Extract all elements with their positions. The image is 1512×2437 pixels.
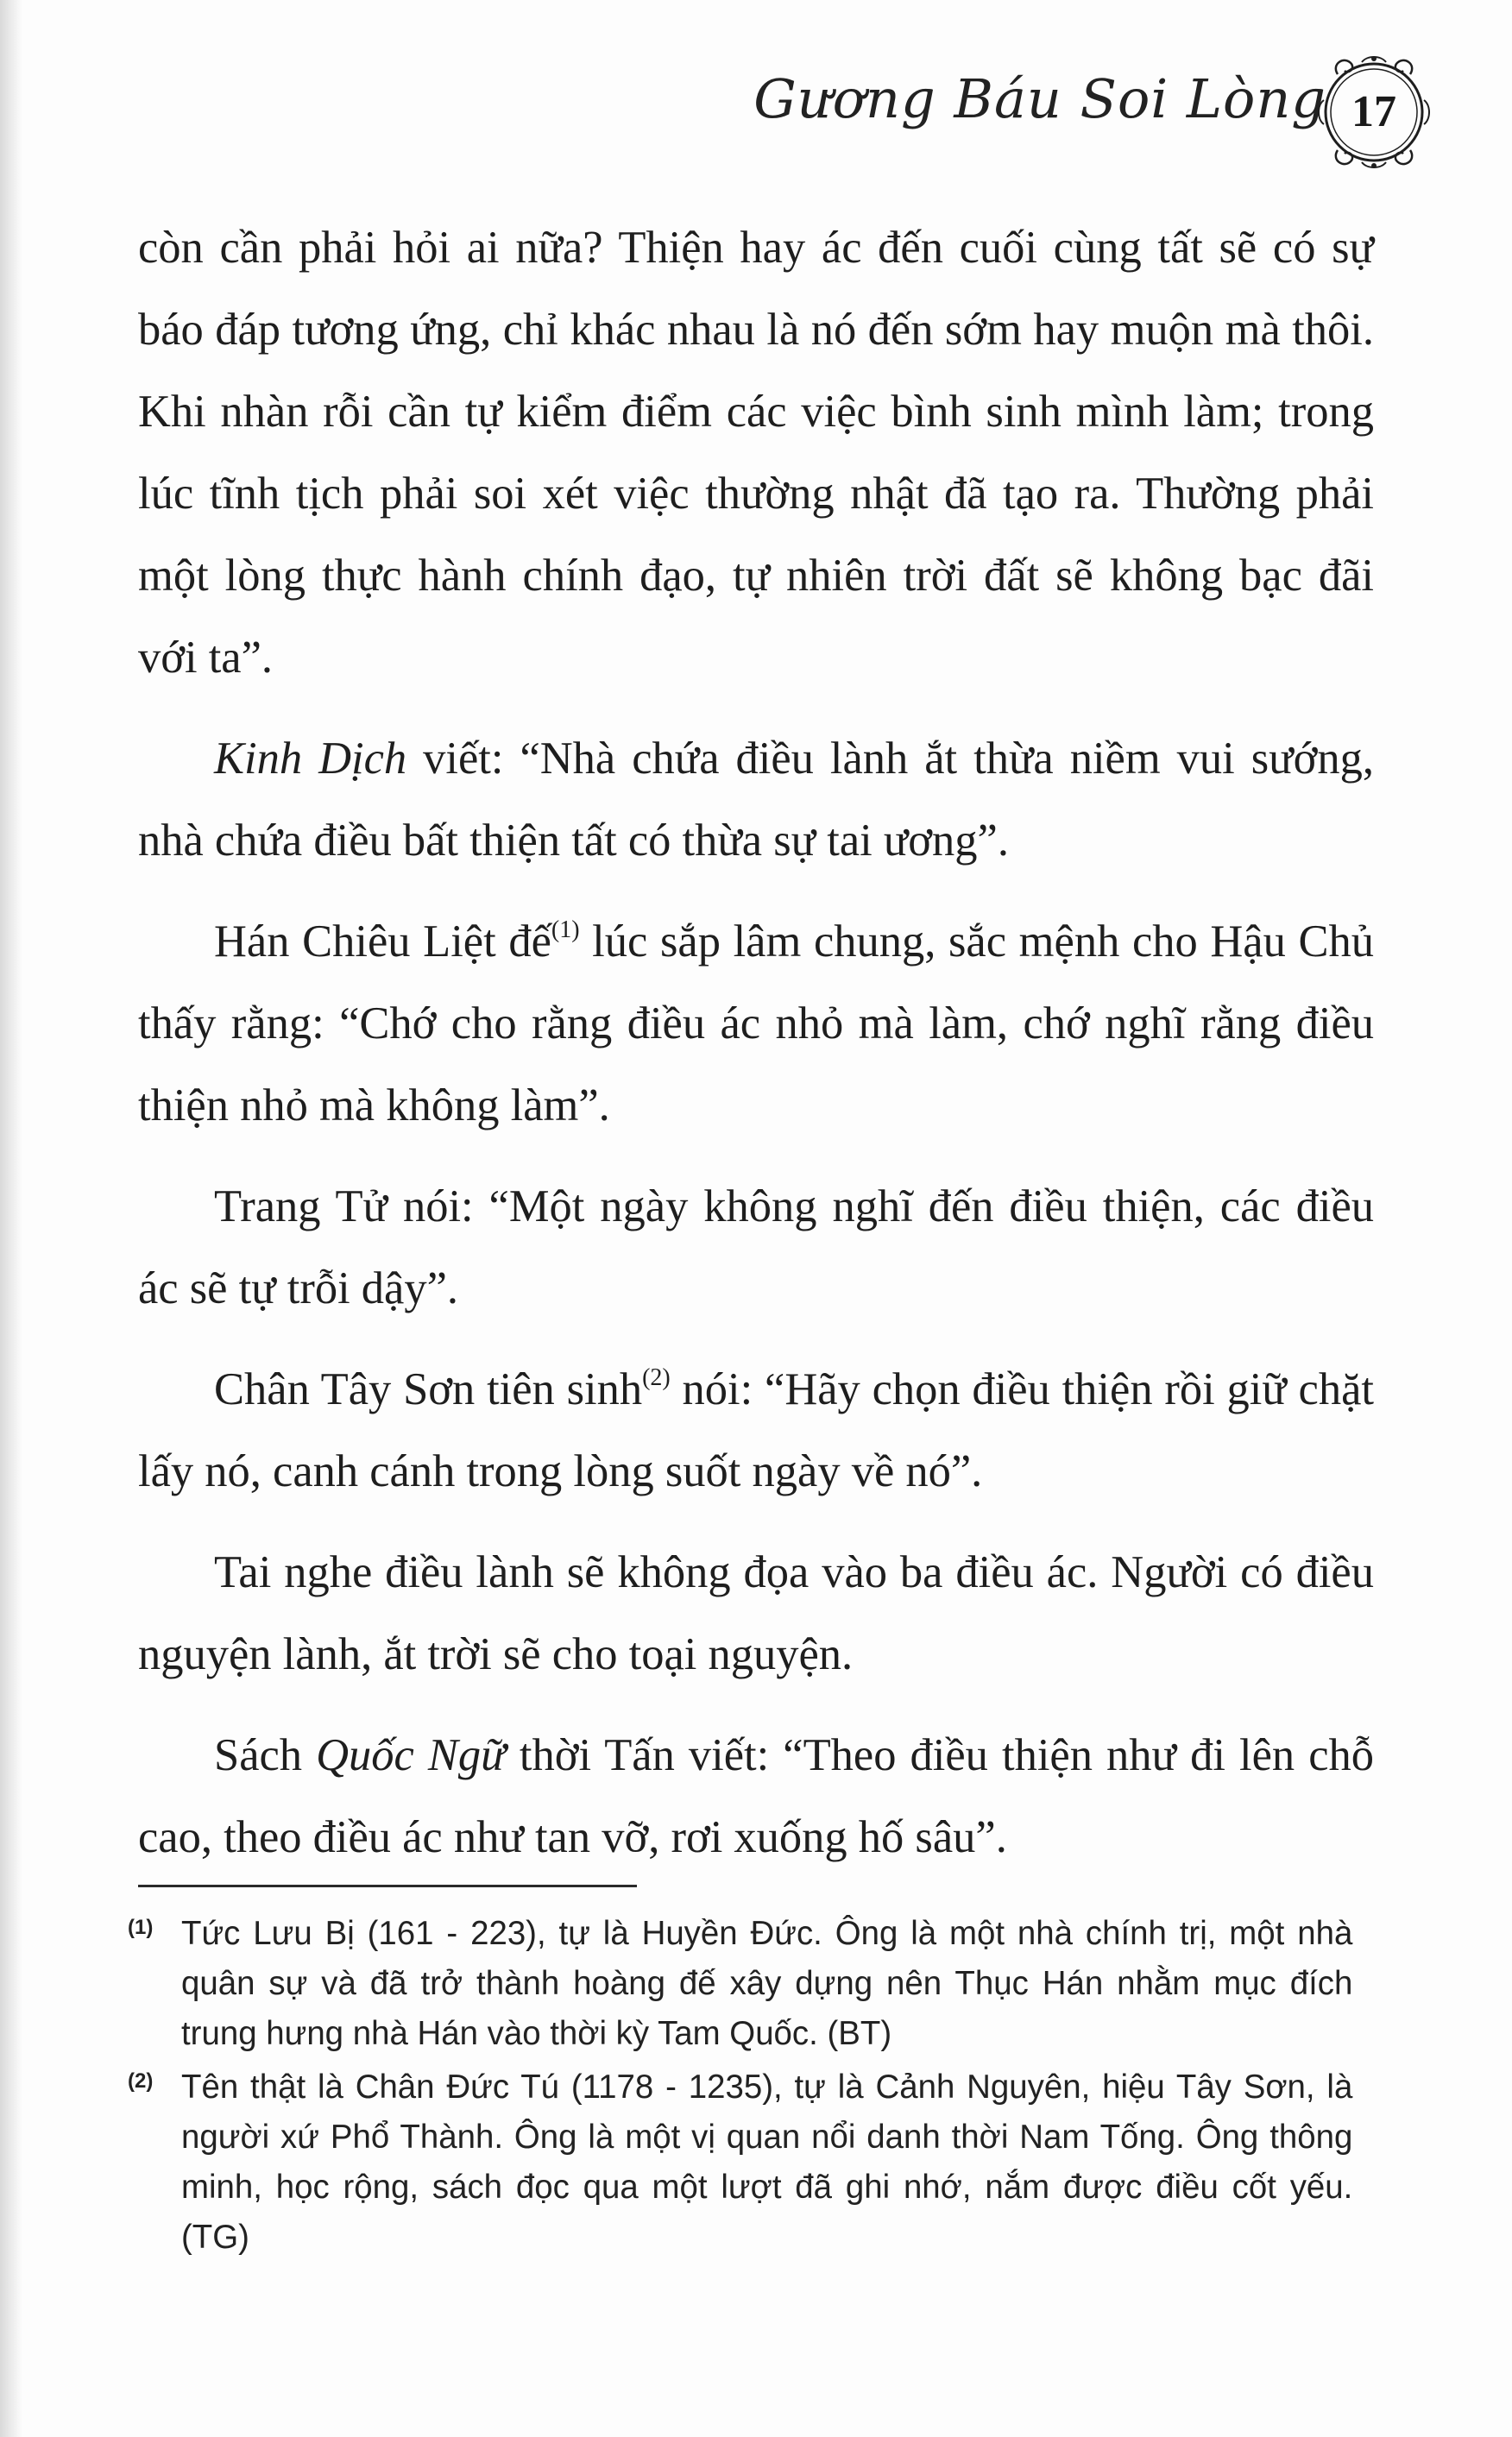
- paragraph: [138, 718, 1374, 882]
- footnote-text: Tên thật là Chân Đức Tú (1178 - 1235), tự là Cảnh Nguyên, hiệu Tây Sơn, là người xứ Phổ Thành. Ông là một vị quan nổi danh thời Nam Tống. Ông thông minh, học rộng, sách đọc qua một lượt đã ghi nhớ, nắm được điều cốt yếu. (TG): [181, 2069, 1353, 2256]
- page-number: 17: [1351, 87, 1396, 136]
- footnote-mark: (1): [128, 1916, 154, 1939]
- paragraph-text: Hán Chiêu Liệt đế: [214, 916, 551, 967]
- paragraph-text: Sách: [214, 1730, 317, 1780]
- footnote: [128, 2062, 1370, 2263]
- footnote-text: Tức Lưu Bị (161 - 223), tự là Huyền Đức. Ông là một nhà chính trị, một nhà quân sự và đã trở thành hoàng đế xây dựng nên Thục Hán nhằm mục đích trung hưng nhà Hán vào thời kỳ Tam Quốc. (BT): [181, 1915, 1353, 2052]
- paragraph-text: nói: “Hãy chọn điều thiện rồi giữ chặt lấy nó, canh cánh trong lòng suốt ngày về nó”.: [138, 1364, 1374, 1496]
- footnote-mark: (2): [128, 2069, 154, 2093]
- footnote-ref: (2): [642, 1364, 671, 1391]
- paragraph: [138, 901, 1374, 1147]
- body-text: [138, 207, 1374, 1898]
- paragraph-text: viết: “Nhà chứa điều lành ắt thừa niềm vui sướng, nhà chứa điều bất thiện tất có thừa sự tai ương”.: [138, 734, 1375, 866]
- footnote-divider: [138, 1885, 637, 1887]
- paragraph-text: lúc sắp lâm chung, sắc mệnh cho Hậu Chủ thấy rằng: “Chớ cho rằng điều ác nhỏ mà làm, chớ nghĩ rằng điều thiện nhỏ mà không làm”.: [138, 916, 1375, 1130]
- book-title: Kinh Dịch: [214, 734, 407, 784]
- paragraph-text: Chân Tây Sơn tiên sinh: [214, 1364, 643, 1414]
- footnote: [128, 1909, 1370, 2059]
- paragraph: Tai nghe điều lành sẽ không đọa vào ba điều ác. Người có điều nguyện lành, ắt trời sẽ cho toại nguyện.: [138, 1547, 1374, 1679]
- paragraph: [138, 1715, 1374, 1879]
- book-title: Quốc Ngữ: [316, 1730, 506, 1780]
- running-title: Gương Báu Soi Lòng: [753, 67, 1326, 130]
- footnotes: [128, 1909, 1370, 2266]
- binding-shadow: [0, 0, 22, 2437]
- paragraph-text: thời Tấn viết: “Theo điều thiện như đi lên chỗ cao, theo điều ác như tan vỡ, rơi xuống hố sâu”.: [138, 1730, 1374, 1862]
- footnote-ref: (1): [551, 916, 580, 943]
- paragraph: [138, 1349, 1374, 1513]
- paragraph: còn cần phải hỏi ai nữa? Thiện hay ác đến cuối cùng tất sẽ có sự báo đáp tương ứng, chỉ khác nhau là nó đến sớm hay muộn mà thôi. Khi nhàn rỗi cần tự kiểm điểm các việc bình sinh mình làm; trong lúc tĩnh tịch phải soi xét việc thường nhật đã tạo ra. Thường phải một lòng thực hành chính đạo, tự nhiên trời đất sẽ không bạc đãi với ta”.: [138, 223, 1374, 683]
- paragraph: Trang Tử nói: “Một ngày không nghĩ đến điều thiện, các điều ác sẽ tự trỗi dậy”.: [138, 1181, 1374, 1313]
